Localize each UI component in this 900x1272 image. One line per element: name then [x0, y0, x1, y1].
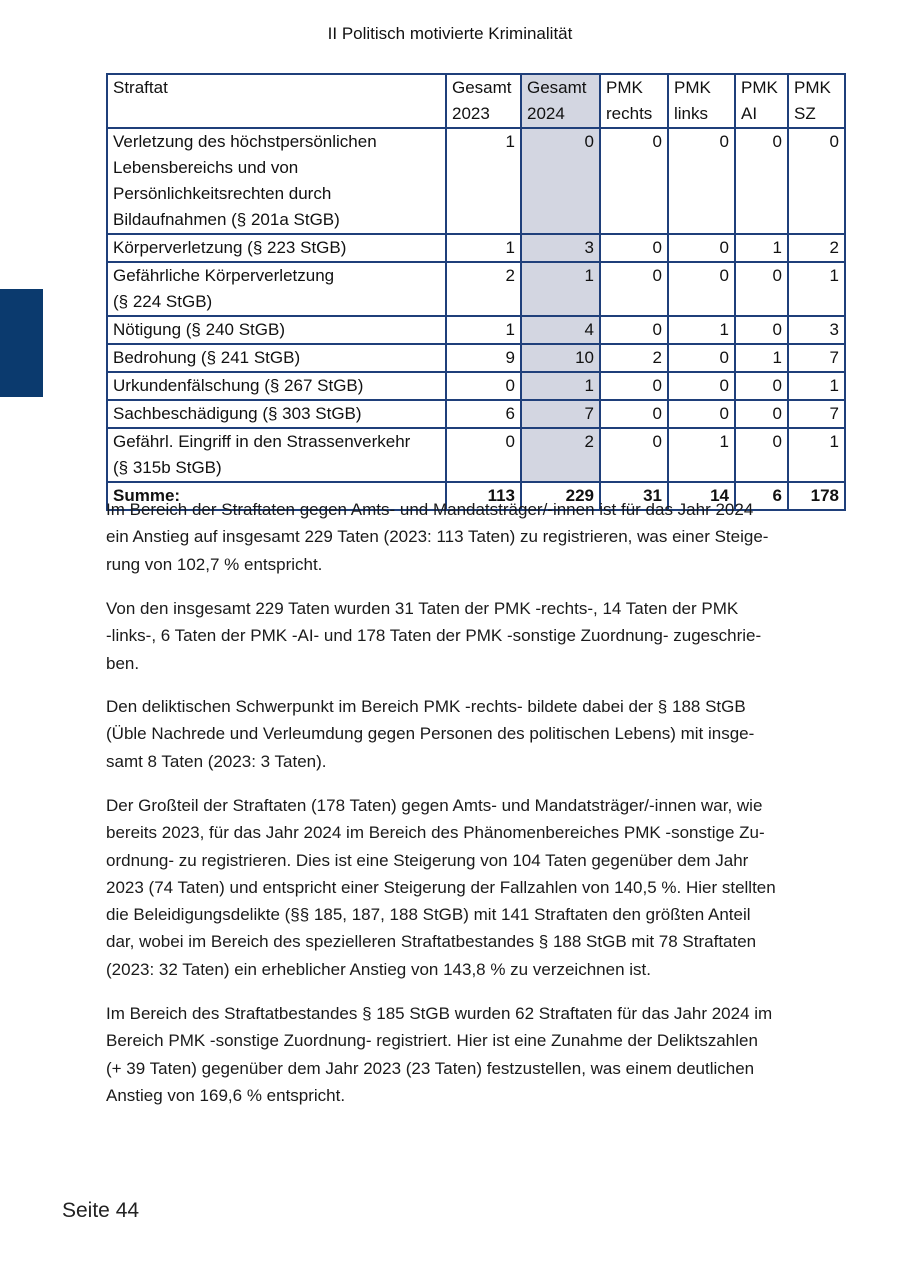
- value-cell: 3: [521, 234, 600, 262]
- paragraph-1: [106, 496, 844, 578]
- value-cell: 1: [521, 372, 600, 400]
- offense-label-line: Lebensbereichs und von: [113, 158, 299, 177]
- paragraph-line: 2023 (74 Taten) und entspricht einer Steigerung der Fallzahlen von 140,5 %. Hier stellten: [106, 877, 776, 897]
- column-header: [446, 74, 521, 128]
- page-number: [62, 1199, 139, 1223]
- column-header-line: AI: [741, 104, 758, 123]
- paragraph-line: Bereich PMK -sonstige Zuordnung- registriert. Hier ist eine Zunahme der Deliktszahlen: [106, 1031, 758, 1051]
- value-cell: 0: [788, 128, 845, 234]
- value-cell: 7: [788, 400, 845, 428]
- column-header: [107, 74, 446, 128]
- paragraph-line: -links-, 6 Taten der PMK -AI- und 178 Taten der PMK -sonstige Zuordnung- zugeschrie-: [106, 626, 762, 646]
- sum-value-cell: 31: [600, 482, 668, 510]
- page-number-value: 44: [115, 1199, 140, 1222]
- table-row: [107, 344, 845, 372]
- table-row: [107, 400, 845, 428]
- sum-value-cell: 113: [446, 482, 521, 510]
- value-cell: 0: [668, 344, 735, 372]
- value-cell: 0: [600, 428, 668, 482]
- table-row: [107, 234, 845, 262]
- offense-label: [107, 262, 446, 316]
- value-cell: 0: [735, 128, 788, 234]
- column-header: [668, 74, 735, 128]
- value-cell: 0: [446, 428, 521, 482]
- chapter-side-tab: [0, 289, 43, 397]
- value-cell: 0: [446, 372, 521, 400]
- table-row: [107, 316, 845, 344]
- value-cell: 0: [735, 316, 788, 344]
- column-header-line: Gesamt: [452, 78, 512, 97]
- value-cell: 4: [521, 316, 600, 344]
- value-cell: 0: [600, 400, 668, 428]
- value-cell: 2: [600, 344, 668, 372]
- offense-label-line: (§ 224 StGB): [113, 292, 213, 311]
- value-cell: 3: [788, 316, 845, 344]
- offense-label-line: Bedrohung (§ 241 StGB): [113, 348, 301, 367]
- offense-label: [107, 234, 446, 262]
- offense-label: [107, 428, 446, 482]
- offense-label-line: Persönlichkeitsrechten durch: [113, 184, 332, 203]
- value-cell: 0: [600, 316, 668, 344]
- value-cell: 0: [668, 234, 735, 262]
- offense-label: [107, 128, 446, 234]
- value-cell: 1: [446, 234, 521, 262]
- paragraph-line: (+ 39 Taten) gegenüber dem Jahr 2023 (23 Taten) festzustellen, was einem deutlichen: [106, 1058, 755, 1078]
- column-header: [600, 74, 668, 128]
- paragraph-line: Von den insgesamt 229 Taten wurden 31 Taten der PMK -rechts-, 14 Taten der PMK: [106, 599, 739, 618]
- offense-label-line: Nötigung (§ 240 StGB): [113, 320, 285, 339]
- offense-label-line: Körperverletzung (§ 223 StGB): [113, 238, 347, 257]
- paragraph-line: Im Bereich des Straftatbestandes § 185 StGB wurden 62 Straftaten für das Jahr 2024 im: [106, 1004, 773, 1023]
- value-cell: 0: [668, 400, 735, 428]
- table-row: [107, 128, 845, 234]
- table-row: [107, 372, 845, 400]
- value-cell: 0: [600, 372, 668, 400]
- value-cell: 1: [521, 262, 600, 316]
- column-header-line: 2024: [527, 104, 565, 123]
- paragraph-line: bereits 2023, für das Jahr 2024 im Bereich des Phänomenbereiches PMK -sonstige Zu-: [106, 823, 765, 843]
- value-cell: 1: [735, 234, 788, 262]
- column-header-line: PMK: [606, 78, 643, 97]
- table-row: [107, 262, 845, 316]
- column-header-line: PMK: [741, 78, 778, 97]
- value-cell: 9: [446, 344, 521, 372]
- value-cell: 0: [735, 262, 788, 316]
- value-cell: 7: [788, 344, 845, 372]
- offense-label-line: Urkundenfälschung (§ 267 StGB): [113, 376, 364, 395]
- column-header: [735, 74, 788, 128]
- paragraph-line: Der Großteil der Straftaten (178 Taten) gegen Amts- und Mandatsträger/-innen war, wie: [106, 796, 763, 815]
- value-cell: 0: [668, 372, 735, 400]
- offense-label-line: Gefährliche Körperverletzung: [113, 266, 335, 285]
- value-cell: 1: [788, 372, 845, 400]
- value-cell: 1: [788, 428, 845, 482]
- sum-value-cell: 229: [521, 482, 600, 510]
- paragraph-line: Im Bereich der Straftaten gegen Amts- und Mandatsträger/-innen ist für das Jahr 2024: [106, 500, 754, 519]
- column-header-line: Straftat: [113, 78, 168, 97]
- value-cell: 0: [600, 128, 668, 234]
- value-cell: 1: [788, 262, 845, 316]
- value-cell: 0: [735, 400, 788, 428]
- value-cell: 1: [668, 428, 735, 482]
- offense-label-line: Bildaufnahmen (§ 201a StGB): [113, 210, 340, 229]
- paragraph-line: ein Anstieg auf insgesamt 229 Taten (2023: 113 Taten) zu registrieren, was einer Steige-: [106, 527, 769, 547]
- offense-label: [107, 372, 446, 400]
- offense-label: [107, 316, 446, 344]
- paragraph-line: Den deliktischen Schwerpunkt im Bereich PMK -rechts- bildete dabei der § 188 StGB: [106, 697, 746, 716]
- column-header-line: 2023: [452, 104, 490, 123]
- value-cell: 0: [600, 262, 668, 316]
- offenses-table: [106, 73, 846, 511]
- value-cell: 0: [521, 128, 600, 234]
- running-head-title: II Politisch motivierte Kriminalität: [327, 24, 573, 43]
- paragraph-line: ordnung- zu registrieren. Dies ist eine Steigerung von 104 Taten gegenüber dem Jahr: [106, 850, 749, 870]
- offense-label-line: Verletzung des höchstpersönlichen: [113, 132, 377, 151]
- column-header-line: Gesamt: [527, 78, 587, 97]
- value-cell: 10: [521, 344, 600, 372]
- column-header-line: rechts: [606, 104, 653, 123]
- column-header-line: links: [674, 104, 709, 123]
- value-cell: 0: [735, 428, 788, 482]
- paragraph-line: Anstieg von 169,6 % entspricht.: [106, 1085, 346, 1105]
- paragraph-line: die Beleidigungsdelikte (§§ 185, 187, 188 StGB) mit 141 Straftaten den größten Anteil: [106, 905, 751, 925]
- paragraph-3: [106, 693, 844, 775]
- table-header-row: [107, 74, 845, 128]
- value-cell: 0: [668, 128, 735, 234]
- value-cell: 0: [600, 234, 668, 262]
- paragraph-line: (2023: 32 Taten) ein erheblicher Anstieg von 143,8 % zu verzeichnen ist.: [106, 959, 651, 979]
- value-cell: 1: [446, 128, 521, 234]
- paragraph-line: rung von 102,7 % entspricht.: [106, 554, 323, 574]
- column-header-line: PMK: [674, 78, 711, 97]
- paragraph-5: [106, 1000, 844, 1109]
- sum-value-cell: 178: [788, 482, 845, 510]
- column-header-line: PMK: [794, 78, 831, 97]
- value-cell: 1: [446, 316, 521, 344]
- paragraph-line: ben.: [106, 653, 140, 673]
- column-header: [521, 74, 600, 128]
- table-row: [107, 428, 845, 482]
- offense-label-line: Sachbeschädigung (§ 303 StGB): [113, 404, 362, 423]
- sum-value-cell: 6: [735, 482, 788, 510]
- column-header-line: SZ: [794, 104, 816, 123]
- page-label: Seite: [62, 1199, 110, 1222]
- column-header: [788, 74, 845, 128]
- paragraph-line: dar, wobei im Bereich des spezielleren Straftatbestandes § 188 StGB mit 78 Straftaten: [106, 932, 757, 952]
- value-cell: 0: [735, 372, 788, 400]
- paragraph-line: (Üble Nachrede und Verleumdung gegen Personen des politischen Lebens) mit insge-: [106, 724, 755, 744]
- value-cell: 2: [521, 428, 600, 482]
- paragraph-line: samt 8 Taten (2023: 3 Taten).: [106, 751, 327, 771]
- value-cell: 1: [668, 316, 735, 344]
- offense-label-line: (§ 315b StGB): [113, 458, 222, 477]
- value-cell: 0: [668, 262, 735, 316]
- sum-label: Summe:: [107, 482, 446, 510]
- paragraph-4: [106, 792, 844, 983]
- value-cell: 6: [446, 400, 521, 428]
- sum-value-cell: 14: [668, 482, 735, 510]
- value-cell: 7: [521, 400, 600, 428]
- offense-label-line: Gefährl. Eingriff in den Strassenverkehr: [113, 432, 411, 451]
- paragraph-2: [106, 595, 844, 677]
- value-cell: 2: [446, 262, 521, 316]
- value-cell: 2: [788, 234, 845, 262]
- offense-label: [107, 344, 446, 372]
- offense-label: [107, 400, 446, 428]
- value-cell: 1: [735, 344, 788, 372]
